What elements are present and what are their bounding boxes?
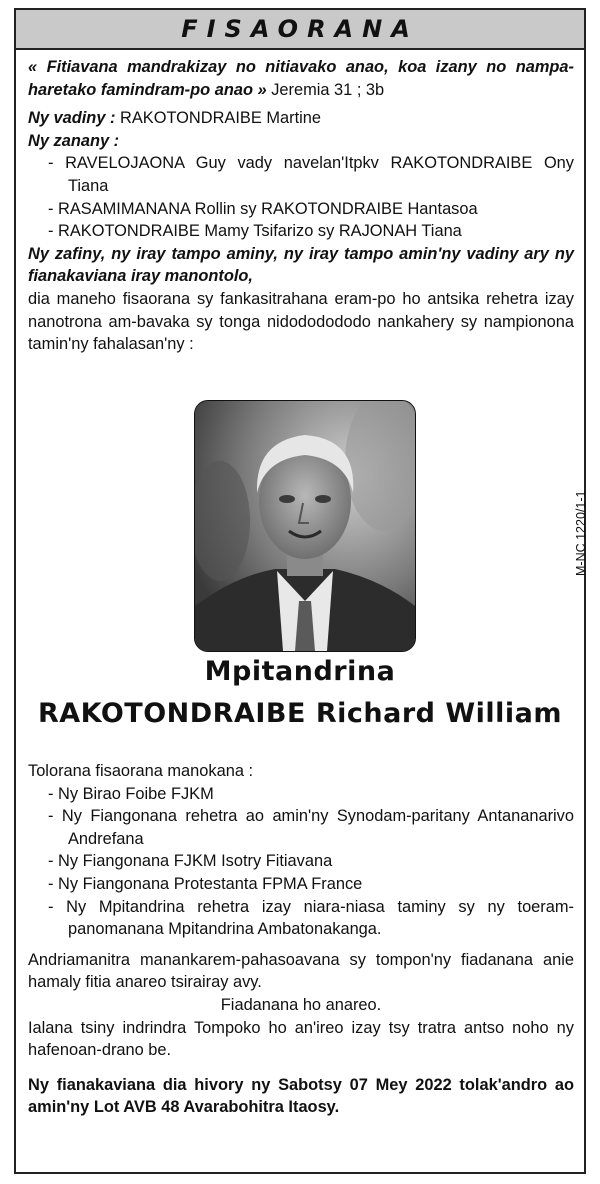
upper-text	[28, 56, 574, 356]
thanks-item: - Ny Fiangonana Protestanta FPMA France	[48, 874, 363, 893]
thanks-item: - Ny Mpitandrina rehetra izay niara-niasa taminy sy ny toeram-panomanana Mpitandrina Ambatonakanga.	[48, 897, 574, 939]
special-thanks-intro: Tolorana fisaorana manokana :	[28, 762, 254, 780]
thanks-item: - Ny Fiangonana rehetra ao amin'ny Synodam-paritany Antananarivo Andrefana	[48, 807, 574, 848]
header-title: FISAORANA	[181, 15, 419, 43]
notice-frame	[14, 8, 586, 1174]
peace-line: Fiadanana ho anareo.	[220, 995, 382, 1014]
child-item: - RASAMIMANANA Rollin sy RAKOTONDRAIBE Hantasoa	[48, 199, 478, 218]
thanks-paragraph: dia maneho fisaorana sy fankasitrahana eram-po ho antsika rehetra izay nanotrona am-bavaka sy tonga nidododododo nankahery sy nampionona tamin'ny fahalasan'ny :	[28, 289, 574, 354]
reference-code: M-NC 1220/1-1	[574, 490, 588, 576]
child-item: - RAKOTONDRAIBE Mamy Tsifarizo sy RAJONAH Tiana	[48, 222, 462, 241]
thanks-item: - Ny Birao Foibe FJKM	[48, 784, 214, 803]
quote-text: « Fitiavana mandrakizay no nitiavako anao, koa izany no nampa-haretako famindram-po anao »	[28, 58, 574, 99]
spouse-name: RAKOTONDRAIBE Martine	[115, 109, 321, 128]
lower-text	[28, 760, 574, 1119]
children-label: Ny zanany :	[28, 131, 120, 150]
quote-reference: Jeremia 31 ; 3b	[266, 80, 385, 99]
deceased-title: Mpitandrina	[204, 656, 396, 687]
header-banner	[16, 10, 584, 50]
bible-quote	[28, 56, 574, 101]
spouse-line	[28, 107, 574, 130]
portrait-photo	[194, 400, 416, 652]
apology-paragraph: Ialana tsiny indrindra Tompoko ho an'ireo izay tsy tratra antso noho ny hafenoan-drano be.	[28, 1018, 574, 1060]
gathering-notice: Ny fianakaviana dia hivory ny Sabotsy 07 Mey 2022 tolak'andro ao amin'ny Lot AVB 48 Avarabohitra Itaosy.	[28, 1075, 574, 1117]
extended-family: Ny zafiny, ny iray tampo aminy, ny iray tampo amin'ny vadiny ary ny fianakaviana iray manontolo,	[28, 244, 574, 286]
deceased-name: RAKOTONDRAIBE Richard William	[37, 698, 563, 729]
spouse-label: Ny vadiny :	[28, 109, 116, 128]
blessing-paragraph: Andriamanitra manankarem-pahasoavana sy tompon'ny fiadanana anie hamaly fitia anareo tsirairay avy.	[28, 950, 574, 992]
child-item: - RAVELOJAONA Guy vady navelan'Itpkv RAKOTONDRAIBE Ony Tiana	[48, 154, 574, 195]
thanks-item: - Ny Fiangonana FJKM Isotry Fitiavana	[48, 852, 333, 871]
